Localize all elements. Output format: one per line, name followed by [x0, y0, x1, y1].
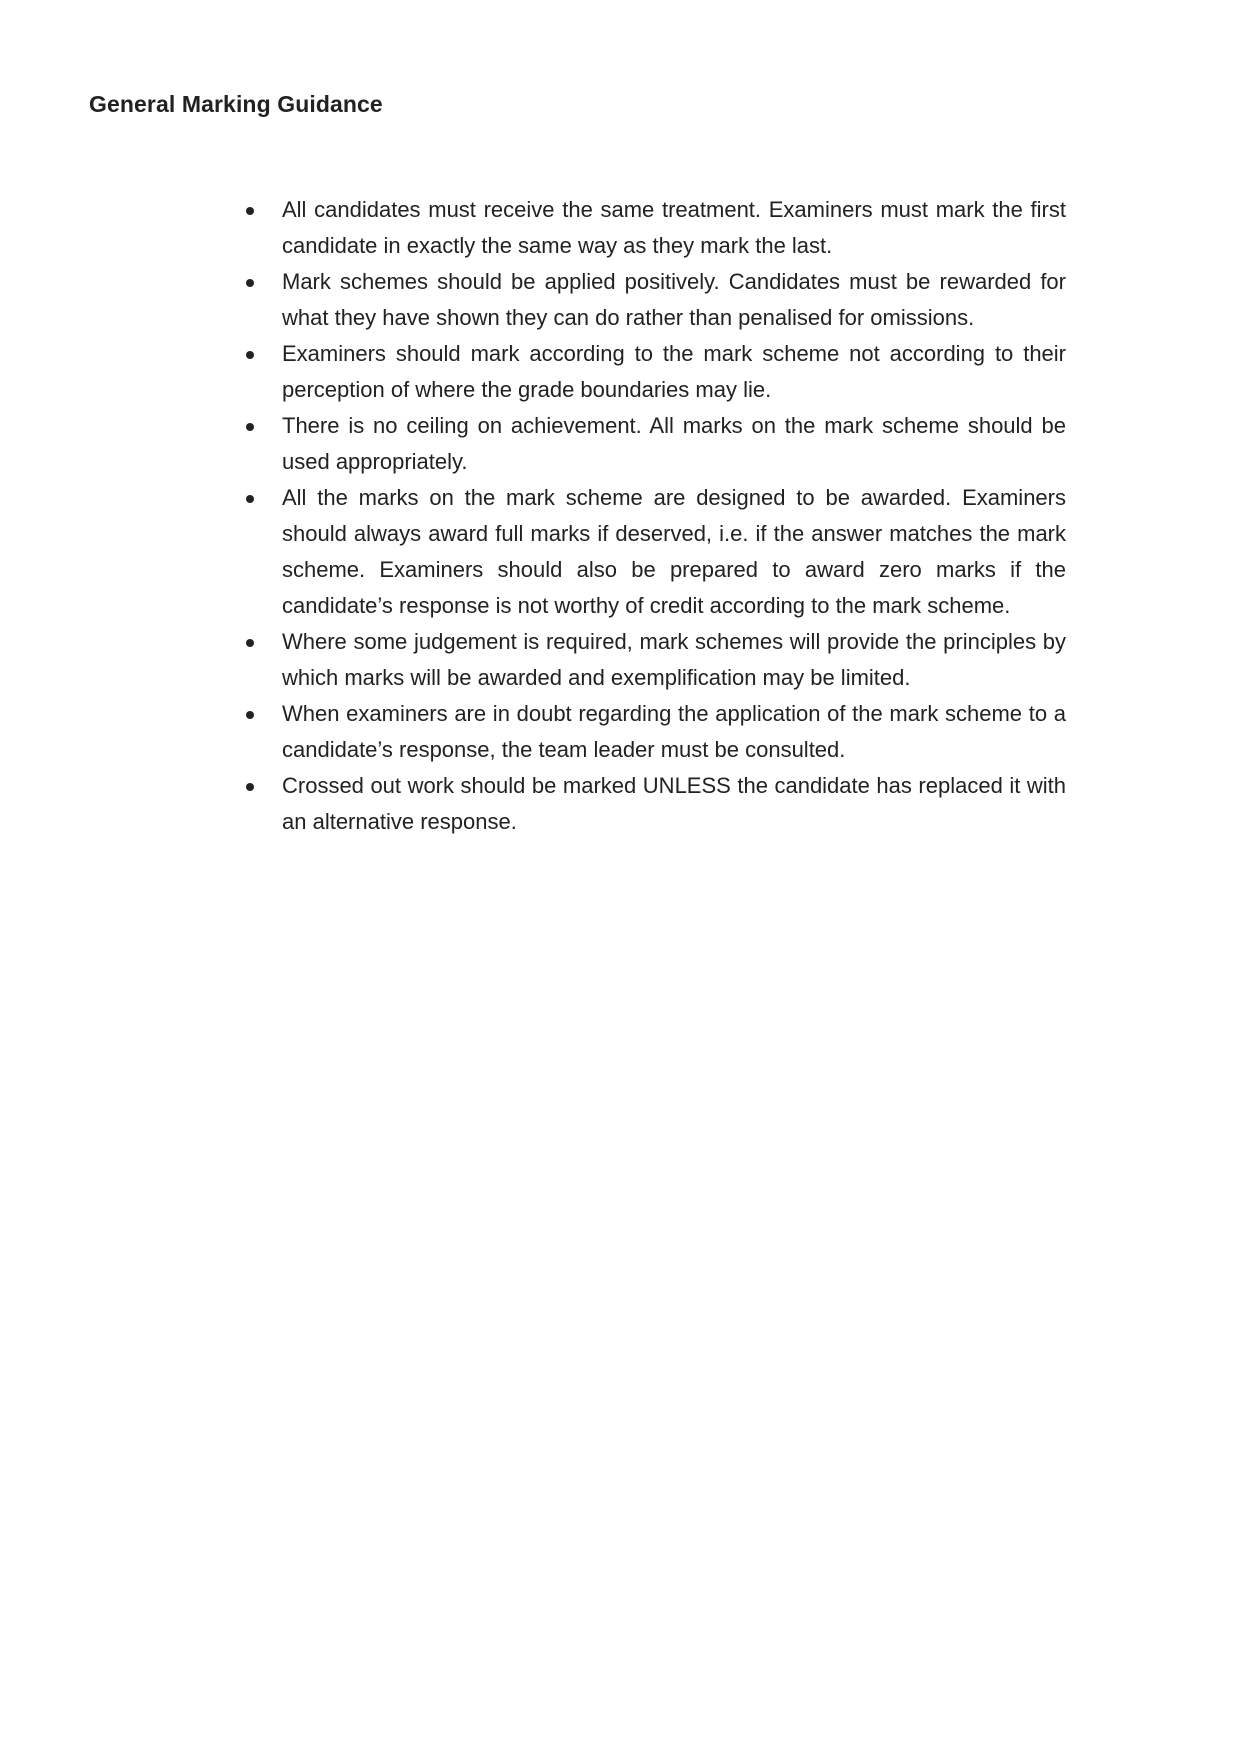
- list-item-text: All the marks on the mark scheme are designed to be awarded. Examiners should always award full marks if deserved, i.e. if the answer matches the mark scheme. Examiners should also be prepared to award zero marks if the candidate’s response is not worthy of credit according to the mark scheme.: [282, 485, 1066, 618]
- list-item-text: When examiners are in doubt regarding the application of the mark scheme to a candidate’s response, the team leader must be consulted.: [282, 701, 1066, 762]
- list-item-text: Crossed out work should be marked UNLESS the candidate has replaced it with an alternative response.: [282, 773, 1066, 834]
- list-item-text: Examiners should mark according to the mark scheme not according to their perception of where the grade boundaries may lie.: [282, 341, 1066, 402]
- list-item: [282, 696, 1066, 768]
- guidance-list: [282, 192, 1066, 840]
- list-item: [282, 336, 1066, 408]
- list-item: [282, 624, 1066, 696]
- bullet-icon: [246, 351, 254, 359]
- bullet-icon: [246, 711, 254, 719]
- page-title: General Marking Guidance: [89, 91, 383, 117]
- list-item: [282, 408, 1066, 480]
- list-item-text: There is no ceiling on achievement. All marks on the mark scheme should be used appropriately.: [282, 413, 1066, 474]
- bullet-icon: [246, 207, 254, 215]
- bullet-icon: [246, 495, 254, 503]
- list-item: [282, 264, 1066, 336]
- list-item-text: All candidates must receive the same treatment. Examiners must mark the first candidate in exactly the same way as they mark the last.: [282, 197, 1066, 258]
- list-item: [282, 192, 1066, 264]
- list-item: [282, 768, 1066, 840]
- list-item-text: Where some judgement is required, mark schemes will provide the principles by which marks will be awarded and exemplification may be limited.: [282, 629, 1066, 690]
- bullet-icon: [246, 423, 254, 431]
- bullet-icon: [246, 639, 254, 647]
- bullet-icon: [246, 279, 254, 287]
- list-item: [282, 480, 1066, 624]
- list-item-text: Mark schemes should be applied positively. Candidates must be rewarded for what they have shown they can do rather than penalised for omissions.: [282, 269, 1066, 330]
- bullet-icon: [246, 783, 254, 791]
